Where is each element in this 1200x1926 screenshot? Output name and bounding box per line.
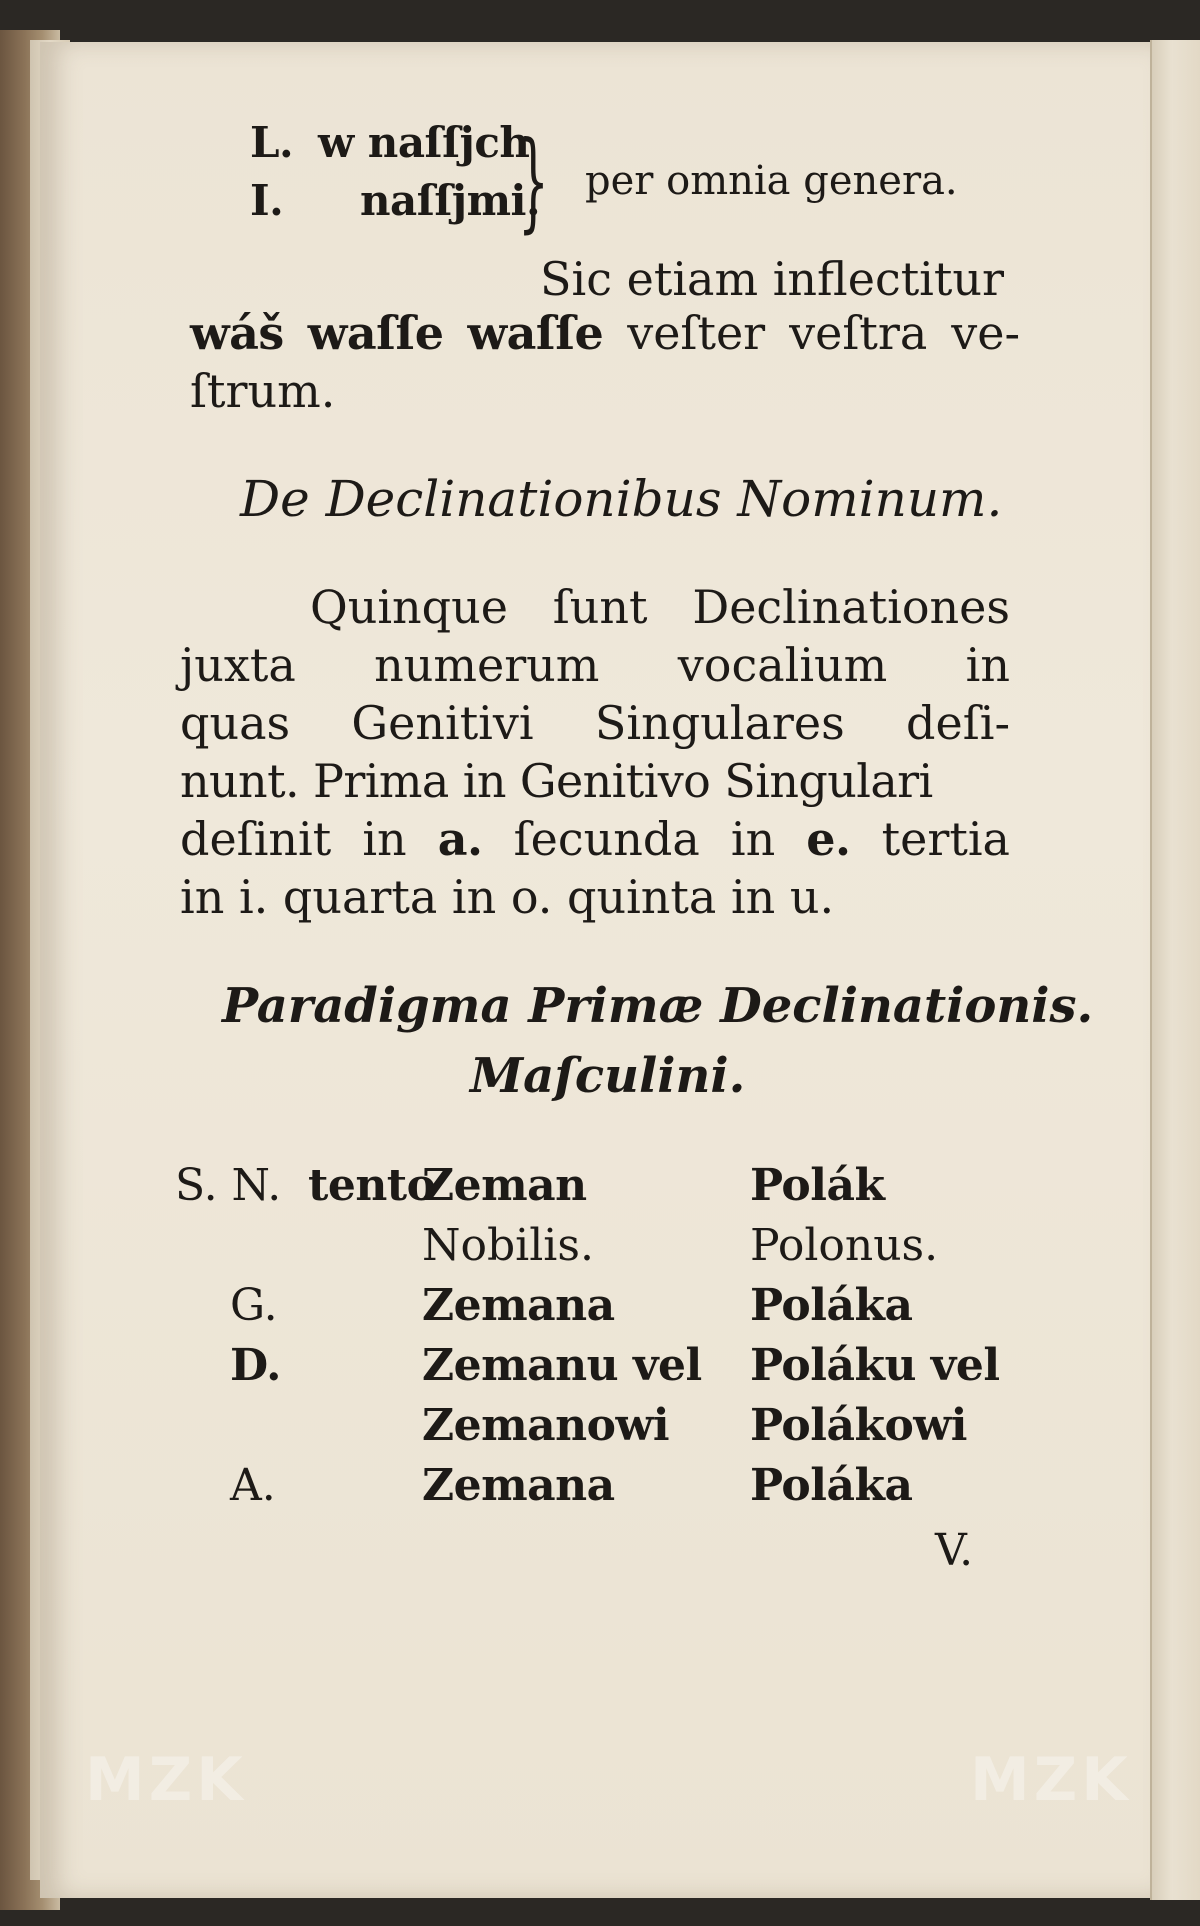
word: vocalium xyxy=(677,638,888,692)
row-col2: Poláka xyxy=(750,1280,913,1331)
row-col2: Poláku vel xyxy=(750,1340,1000,1391)
next-page-edge xyxy=(1150,40,1200,1900)
word: in xyxy=(730,812,776,866)
para2-line5 xyxy=(180,812,1010,866)
row-col1: Zeman xyxy=(422,1160,587,1211)
watermark-left: MZK xyxy=(85,1745,247,1815)
word: in xyxy=(965,638,1010,692)
word: Quinque xyxy=(310,580,508,634)
watermark-right: MZK xyxy=(970,1745,1132,1815)
row-col1: Nobilis. xyxy=(422,1220,594,1271)
word: in xyxy=(362,812,407,866)
row-col2: Polákowi xyxy=(750,1400,967,1451)
heading-declinationes: De Declinationibus Nominum. xyxy=(240,470,1003,528)
word: deſinit xyxy=(180,812,332,866)
row-case: G. xyxy=(230,1280,278,1331)
row-case: S. N. xyxy=(175,1160,282,1211)
word: e. xyxy=(806,812,851,866)
row-col1: Zemanu vel xyxy=(422,1340,702,1391)
word: deſi- xyxy=(906,696,1010,750)
para2-line4: nunt. Prima in Genitivo Singulari xyxy=(180,754,933,808)
row-col2: Polonus. xyxy=(750,1220,939,1271)
para1-line2 xyxy=(190,306,1020,360)
word: wáš xyxy=(190,306,284,360)
word: veſter xyxy=(627,306,766,360)
word: ſunt xyxy=(552,580,648,634)
word: tertia xyxy=(881,812,1010,866)
para2-line2 xyxy=(180,638,1010,692)
word-nassjmi: naſſjmi. xyxy=(360,176,541,225)
catchword: V. xyxy=(935,1525,974,1576)
para2-line3 xyxy=(180,696,1010,750)
word: quas xyxy=(180,696,291,750)
row-case: A. xyxy=(230,1460,276,1511)
para1-line3: ſtrum. xyxy=(190,364,336,418)
row-col1: Zemanowi xyxy=(422,1400,670,1451)
curly-brace: } xyxy=(518,119,549,244)
word: Genitivi xyxy=(351,696,534,750)
row-col1: Zemana xyxy=(422,1460,615,1511)
row-case: D. xyxy=(230,1340,281,1391)
para2-line1 xyxy=(310,580,1010,634)
word-w-nassjch: w naſſjch xyxy=(318,118,530,167)
row-col2: Polák xyxy=(750,1160,885,1211)
word: waſſe xyxy=(307,306,444,360)
row-col1: Zemana xyxy=(422,1280,615,1331)
word: ſecunda xyxy=(513,812,700,866)
word: juxta xyxy=(180,638,296,692)
heading-masculini: Maſculini. xyxy=(470,1048,746,1104)
row-article: tento xyxy=(308,1160,436,1211)
word: waſſe xyxy=(467,306,604,360)
word: Declinationes xyxy=(692,580,1010,634)
brace-text: per omnia genera. xyxy=(585,158,958,204)
heading-paradigma: Paradigma Primæ Declinationis. xyxy=(222,978,1094,1034)
row-col2: Poláka xyxy=(750,1460,913,1511)
word: numerum xyxy=(374,638,600,692)
para2-line6: in i. quarta in o. quinta in u. xyxy=(180,870,835,924)
word: Singulares xyxy=(594,696,845,750)
case-label-i: I. xyxy=(250,176,284,225)
word: ve- xyxy=(951,306,1020,360)
word: veſtra xyxy=(789,306,928,360)
word: a. xyxy=(437,812,483,866)
para1-line1: Sic etiam inflectitur xyxy=(540,252,1004,306)
case-label-l: L. xyxy=(250,118,294,167)
